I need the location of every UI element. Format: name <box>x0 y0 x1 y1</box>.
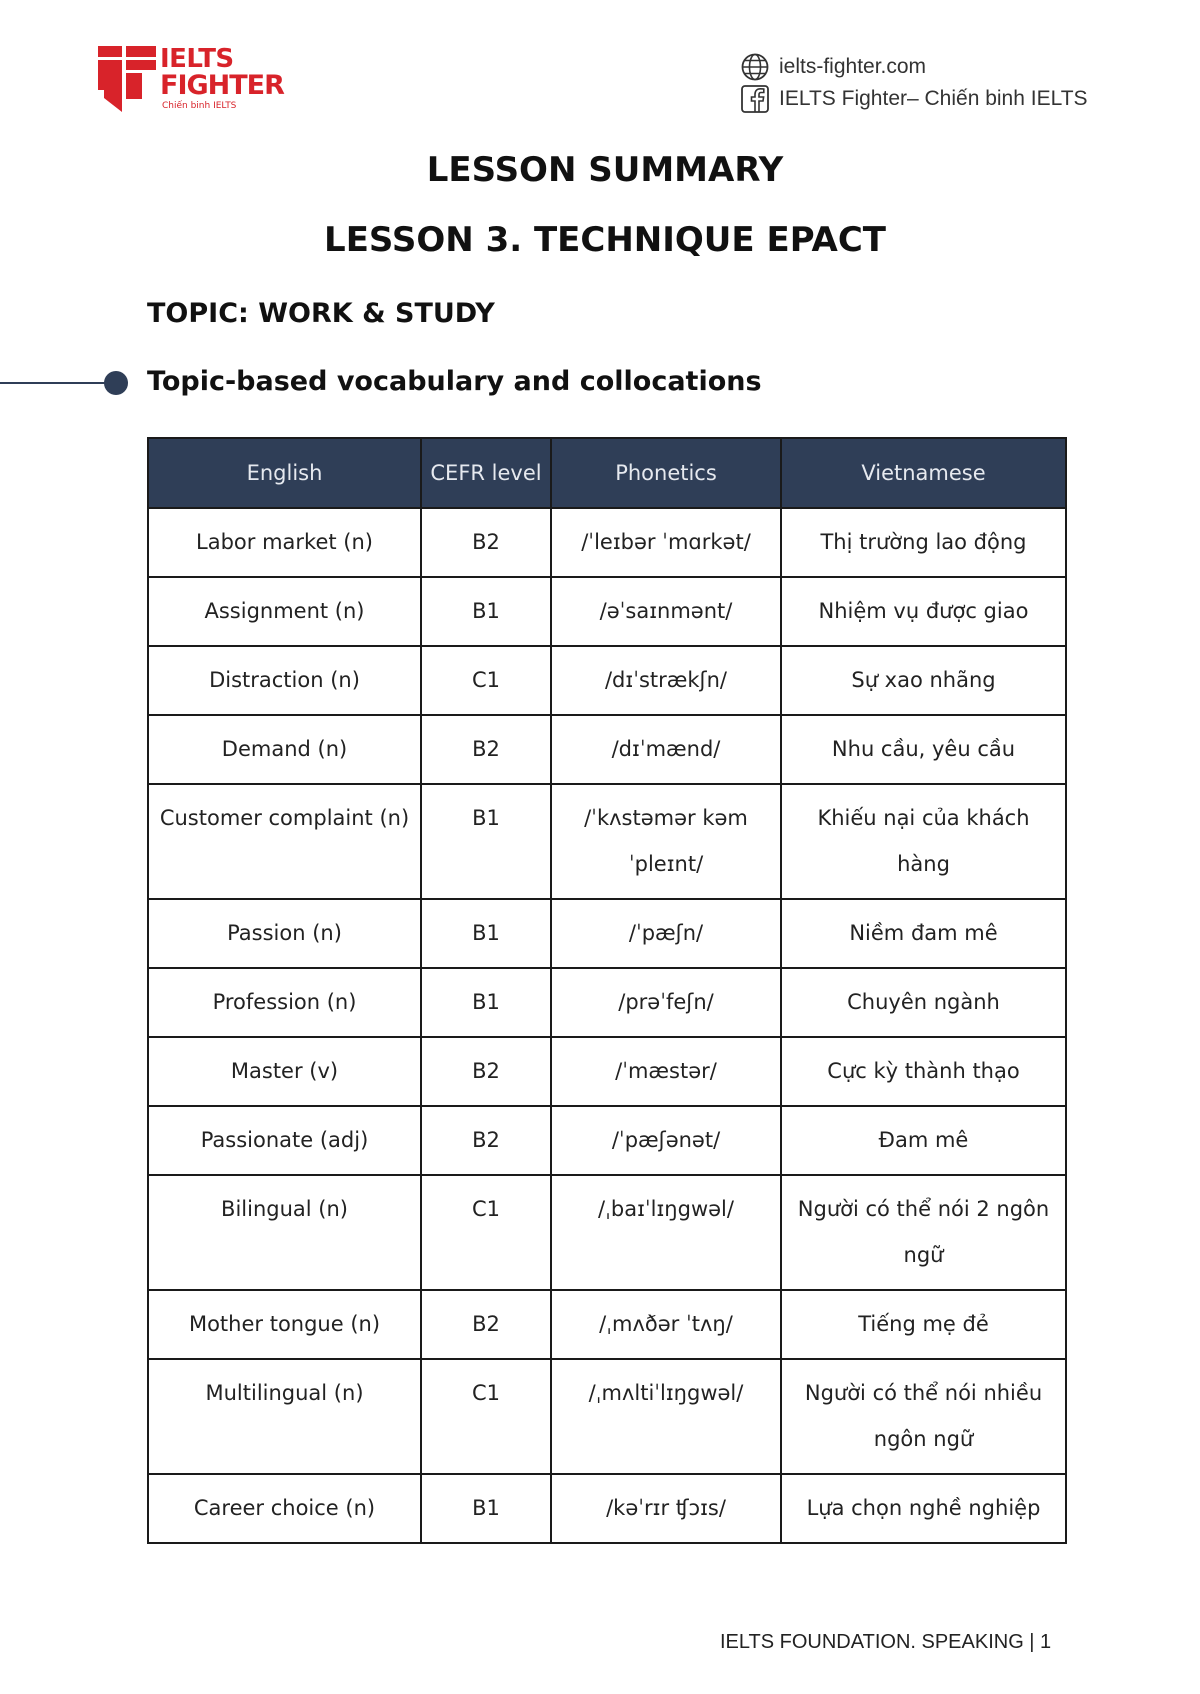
cefr-cell: B2 <box>421 508 551 577</box>
ielts-fighter-logo <box>98 44 288 114</box>
table-row <box>148 646 1066 715</box>
phonetics-cell: /ˌmʌltiˈlɪŋgwəl/ <box>551 1359 781 1474</box>
topic-heading: TOPIC: WORK & STUDY <box>147 298 495 329</box>
cefr-cell: B1 <box>421 784 551 899</box>
english-cell: Demand (n) <box>148 715 421 784</box>
phonetics-cell: /prəˈfeʃn/ <box>551 968 781 1037</box>
english-cell: Profession (n) <box>148 968 421 1037</box>
english-cell: Master (v) <box>148 1037 421 1106</box>
phonetics-cell: /dɪˈmænd/ <box>551 715 781 784</box>
facebook-icon <box>740 84 770 114</box>
cefr-cell: B1 <box>421 1474 551 1543</box>
section-heading: Topic-based vocabulary and collocations <box>147 366 762 397</box>
phonetics-cell: /ˈpæʃn/ <box>551 899 781 968</box>
vietnamese-cell: Nhiệm vụ được giao <box>781 577 1066 646</box>
table-row <box>148 508 1066 577</box>
website-link[interactable]: ielts-fighter.com <box>779 55 927 78</box>
vietnamese-cell: Người có thể nói nhiều ngôn ngữ <box>781 1359 1066 1474</box>
vietnamese-cell: Đam mê <box>781 1106 1066 1175</box>
page-footer: IELTS FOUNDATION. SPEAKING | 1 <box>720 1631 1052 1653</box>
lesson-title: LESSON 3. TECHNIQUE EPACT <box>324 220 886 260</box>
column-header-english: English <box>148 438 421 508</box>
cefr-cell: B2 <box>421 1037 551 1106</box>
column-header-cefr: CEFR level <box>421 438 551 508</box>
table-row <box>148 1037 1066 1106</box>
english-cell: Labor market (n) <box>148 508 421 577</box>
phonetics-cell: /ˈleɪbər ˈmɑrkət/ <box>551 508 781 577</box>
table-row <box>148 715 1066 784</box>
vocabulary-table <box>147 437 1067 1544</box>
vietnamese-cell: Niềm đam mê <box>781 899 1066 968</box>
cefr-cell: B2 <box>421 1290 551 1359</box>
cefr-cell: B1 <box>421 968 551 1037</box>
table-row <box>148 968 1066 1037</box>
table-row <box>148 1359 1066 1474</box>
column-header-vietnamese: Vietnamese <box>781 438 1066 508</box>
logo-word-fighter: FIGHTER <box>160 70 284 101</box>
phonetics-cell: /ˌmʌðər ˈtʌŋ/ <box>551 1290 781 1359</box>
english-cell: Mother tongue (n) <box>148 1290 421 1359</box>
english-cell: Passionate (adj) <box>148 1106 421 1175</box>
website-row[interactable] <box>740 52 1088 82</box>
vietnamese-cell: Tiếng mẹ đẻ <box>781 1290 1066 1359</box>
vietnamese-cell: Thị trường lao động <box>781 508 1066 577</box>
section-marker-dot-icon <box>104 371 128 395</box>
logo-word-ielts: IELTS <box>160 44 234 74</box>
vietnamese-cell: Nhu cầu, yêu cầu <box>781 715 1066 784</box>
phonetics-cell: /ˈkʌstəmər kəmˈpleɪnt/ <box>551 784 781 899</box>
section-marker-line <box>0 382 115 384</box>
table-row <box>148 899 1066 968</box>
vietnamese-cell: Người có thể nói 2 ngôn ngữ <box>781 1175 1066 1290</box>
phonetics-cell: /dɪˈstrækʃn/ <box>551 646 781 715</box>
cefr-cell: C1 <box>421 646 551 715</box>
page-title: LESSON SUMMARY <box>426 150 784 190</box>
column-header-phonetics: Phonetics <box>551 438 781 508</box>
table-row <box>148 577 1066 646</box>
table-row <box>148 1290 1066 1359</box>
vietnamese-cell: Lựa chọn nghề nghiệp <box>781 1474 1066 1543</box>
cefr-cell: B2 <box>421 1106 551 1175</box>
vietnamese-cell: Cực kỳ thành thạo <box>781 1037 1066 1106</box>
english-cell: Bilingual (n) <box>148 1175 421 1290</box>
phonetics-cell: /kəˈrɪr ʧɔɪs/ <box>551 1474 781 1543</box>
cefr-cell: C1 <box>421 1175 551 1290</box>
facebook-link[interactable]: IELTS Fighter– Chiến binh IELTS <box>779 87 1088 110</box>
phonetics-cell: /ˌbaɪˈlɪŋgwəl/ <box>551 1175 781 1290</box>
cefr-cell: B1 <box>421 899 551 968</box>
vietnamese-cell: Sự xao nhãng <box>781 646 1066 715</box>
cefr-cell: B2 <box>421 715 551 784</box>
phonetics-cell: /ˈmæstər/ <box>551 1037 781 1106</box>
table-row <box>148 1175 1066 1290</box>
vietnamese-cell: Khiếu nại của khách hàng <box>781 784 1066 899</box>
globe-icon <box>740 52 770 82</box>
english-cell: Passion (n) <box>148 899 421 968</box>
phonetics-cell: /ˈpæʃənət/ <box>551 1106 781 1175</box>
english-cell: Customer complaint (n) <box>148 784 421 899</box>
table-row <box>148 1474 1066 1543</box>
english-cell: Career choice (n) <box>148 1474 421 1543</box>
cefr-cell: C1 <box>421 1359 551 1474</box>
table-row <box>148 784 1066 899</box>
vietnamese-cell: Chuyên ngành <box>781 968 1066 1037</box>
english-cell: Assignment (n) <box>148 577 421 646</box>
english-cell: Distraction (n) <box>148 646 421 715</box>
table-row <box>148 1106 1066 1175</box>
phonetics-cell: /əˈsaɪnmənt/ <box>551 577 781 646</box>
english-cell: Multilingual (n) <box>148 1359 421 1474</box>
logo-tagline: Chiến binh IELTS <box>162 101 237 111</box>
contact-info <box>740 52 1088 116</box>
cefr-cell: B1 <box>421 577 551 646</box>
facebook-row[interactable] <box>740 84 1088 114</box>
table-header-row <box>148 438 1066 508</box>
logo-mark-icon <box>98 46 156 112</box>
